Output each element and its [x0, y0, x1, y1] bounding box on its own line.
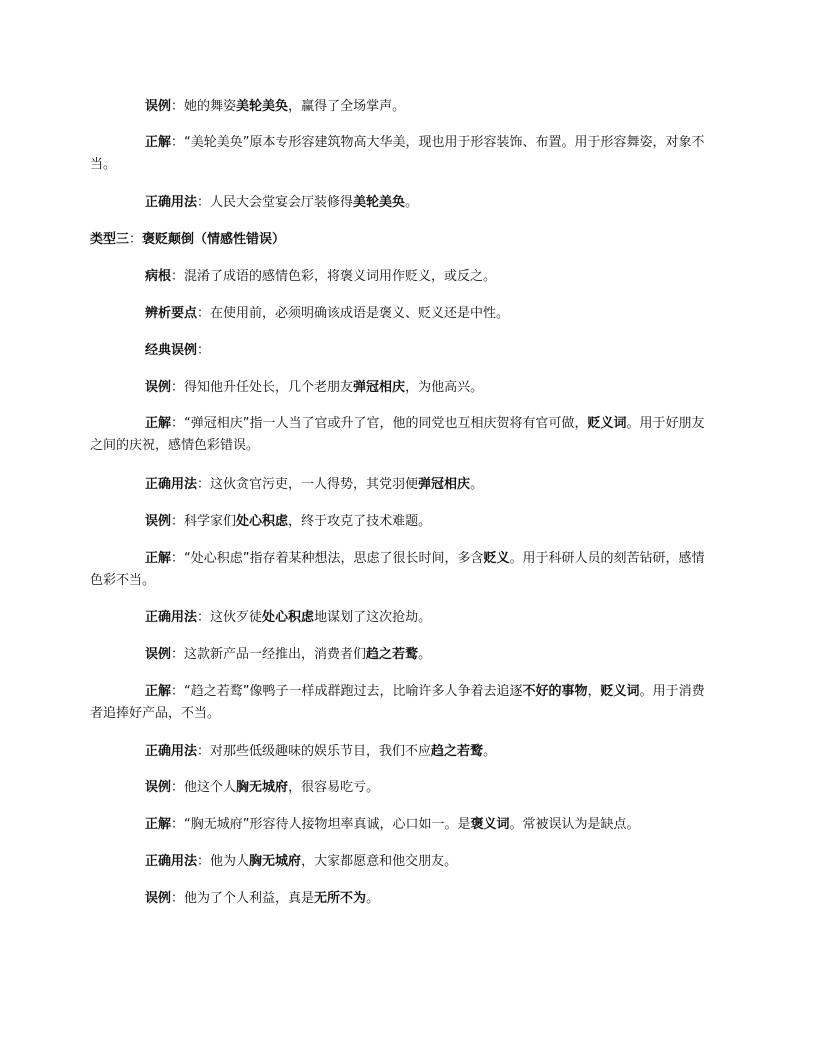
paragraph-misuse-2 [145, 377, 715, 399]
idiom: 处心积虑 [236, 514, 289, 529]
paragraph-correct-usage-1 [145, 192, 715, 214]
idiom: 胸无城府 [236, 780, 289, 795]
text: ，终于攻克了技术难题。 [288, 514, 432, 529]
separator: ： [171, 551, 185, 566]
text: 。用于好朋友之间的庆祝，感情色彩错误。 [90, 416, 705, 453]
paragraph-misuse-4 [145, 644, 715, 666]
separator: ： [171, 380, 185, 395]
paragraph-misuse-5 [145, 777, 715, 799]
text: 对那些低级趣味的娱乐节目，我们不应 [210, 744, 432, 759]
label-correction: 正解 [145, 817, 172, 832]
term: 不好的事物 [522, 684, 588, 699]
label-misuse: 误例 [145, 514, 172, 529]
label-correct-usage: 正确用法 [145, 477, 198, 492]
idiom: 趋之若鹜 [431, 744, 484, 759]
separator: ： [171, 416, 185, 431]
paragraph-root-cause [145, 266, 715, 288]
text: 他为人 [210, 854, 250, 869]
paragraph-misuse-1 [145, 96, 715, 118]
text: 。 [470, 477, 484, 492]
paragraph-correction-5 [145, 814, 715, 836]
idiom: 趋之若鹜 [366, 647, 419, 662]
text: ，赢得了全场掌声。 [288, 99, 406, 114]
label-root-cause: 病根 [145, 269, 172, 284]
idiom: 弹冠相庆 [353, 380, 406, 395]
text: ，为他高兴。 [405, 380, 484, 395]
separator: ： [197, 477, 211, 492]
idiom: 无所不为 [314, 891, 367, 906]
paragraph-correction-4 [90, 681, 715, 725]
text: 。 [405, 195, 419, 210]
label-correction: 正解 [145, 135, 172, 150]
label-correct-usage: 正确用法 [145, 854, 198, 869]
label-misuse: 误例 [145, 647, 172, 662]
section-label: 类型三 [90, 232, 130, 247]
paragraph-correction-3 [90, 548, 715, 592]
text: 。用于消费者追捧好产品，不当。 [90, 684, 705, 721]
idiom: 美轮美奂 [353, 195, 406, 210]
separator: ： [129, 232, 143, 247]
text: “趋之若鹜”像鸭子一样成群跑过去，比喻许多人争着去追逐 [184, 684, 523, 699]
idiom: 美轮美奂 [236, 99, 289, 114]
separator: ： [197, 744, 211, 759]
label-correction: 正解 [145, 551, 172, 566]
text: ，大家都愿意和他交朋友。 [301, 854, 458, 869]
separator: ： [171, 817, 185, 832]
separator: ： [197, 854, 211, 869]
label-misuse: 误例 [145, 780, 172, 795]
label-misuse: 误例 [145, 891, 172, 906]
text: “美轮美奂”原本专形容建筑物高大华美，现也用于形容装饰、布置。用于形容舞姿，对象不当。 [90, 135, 705, 172]
paragraph-correct-usage-2 [145, 474, 715, 496]
separator: ： [197, 195, 211, 210]
paragraph-correct-usage-3 [145, 607, 715, 629]
separator: ： [171, 99, 185, 114]
text: “处心积虑”指存着某种想法，思虑了很长时间，多含 [184, 551, 484, 566]
text: 。用于科研人员的刻苦钻研，感情色彩不当。 [90, 551, 705, 588]
text: 得知他升任处长，几个老朋友 [184, 380, 354, 395]
paragraph-classic-misuses [145, 340, 715, 362]
separator: ： [171, 684, 185, 699]
text: ，很容易吃亏。 [288, 780, 380, 795]
paragraph-correction-1 [90, 132, 715, 176]
text: 地谋划了这次抢劫。 [314, 610, 432, 625]
section-heading-type-3 [90, 229, 715, 251]
separator: ： [171, 647, 185, 662]
text: 在使用前，必须明确该成语是褒义、贬义还是中性。 [210, 306, 510, 321]
text: 。 [418, 647, 432, 662]
text: 这伙歹徒 [210, 610, 263, 625]
label-correction: 正解 [145, 416, 172, 431]
idiom: 处心积虑 [262, 610, 315, 625]
text: “胸无城府”形容待人接物坦率真诚，心口如一。是 [184, 817, 471, 832]
text: 他为了个人利益，真是 [184, 891, 315, 906]
label-correct-usage: 正确用法 [145, 744, 198, 759]
text: 这伙贪官污吏，一人得势，其党羽便 [210, 477, 419, 492]
term: 贬义 [483, 551, 510, 566]
separator: ： [197, 306, 211, 321]
separator: ： [171, 891, 185, 906]
label-misuse: 误例 [145, 99, 172, 114]
text: 这款新产品一经推出，消费者们 [184, 647, 367, 662]
idiom: 胸无城府 [249, 854, 302, 869]
text: 。常被误认为是缺点。 [509, 817, 640, 832]
text: 科学家们 [184, 514, 237, 529]
separator: ： [171, 514, 185, 529]
text: 人民大会堂宴会厅装修得 [210, 195, 354, 210]
label-correct-usage: 正确用法 [145, 195, 198, 210]
separator: ： [171, 135, 185, 150]
paragraph-misuse-3 [145, 511, 715, 533]
paragraph-misuse-6 [145, 888, 715, 910]
text: 她的舞姿 [184, 99, 237, 114]
label-misuse: 误例 [145, 380, 172, 395]
label-classic-misuses: 经典误例 [145, 343, 198, 358]
text: 。 [366, 891, 380, 906]
separator: ： [171, 780, 185, 795]
paragraph-key-points [145, 303, 715, 325]
paragraph-correction-2 [90, 413, 715, 457]
label-key-points: 辨析要点 [145, 306, 198, 321]
paragraph-correct-usage-4 [145, 741, 715, 763]
section-title: 褒贬颠倒（情感性错误） [142, 232, 286, 247]
separator: ： [197, 610, 211, 625]
label-correction: 正解 [145, 684, 172, 699]
text: ， [587, 684, 601, 699]
paragraph-correct-usage-5 [145, 851, 715, 873]
separator: ： [197, 343, 211, 358]
label-correct-usage: 正确用法 [145, 610, 198, 625]
term: 褒义词 [470, 817, 510, 832]
term: 贬义词 [587, 416, 627, 431]
text: 混淆了成语的感情色彩，将褒义词用作贬义，或反之。 [184, 269, 497, 284]
text: 。 [483, 744, 497, 759]
text: 他这个人 [184, 780, 237, 795]
separator: ： [171, 269, 185, 284]
term: 贬义词 [600, 684, 640, 699]
text: “弹冠相庆”指一人当了官或升了官，他的同党也互相庆贺将有官可做， [184, 416, 588, 431]
idiom: 弹冠相庆 [418, 477, 471, 492]
